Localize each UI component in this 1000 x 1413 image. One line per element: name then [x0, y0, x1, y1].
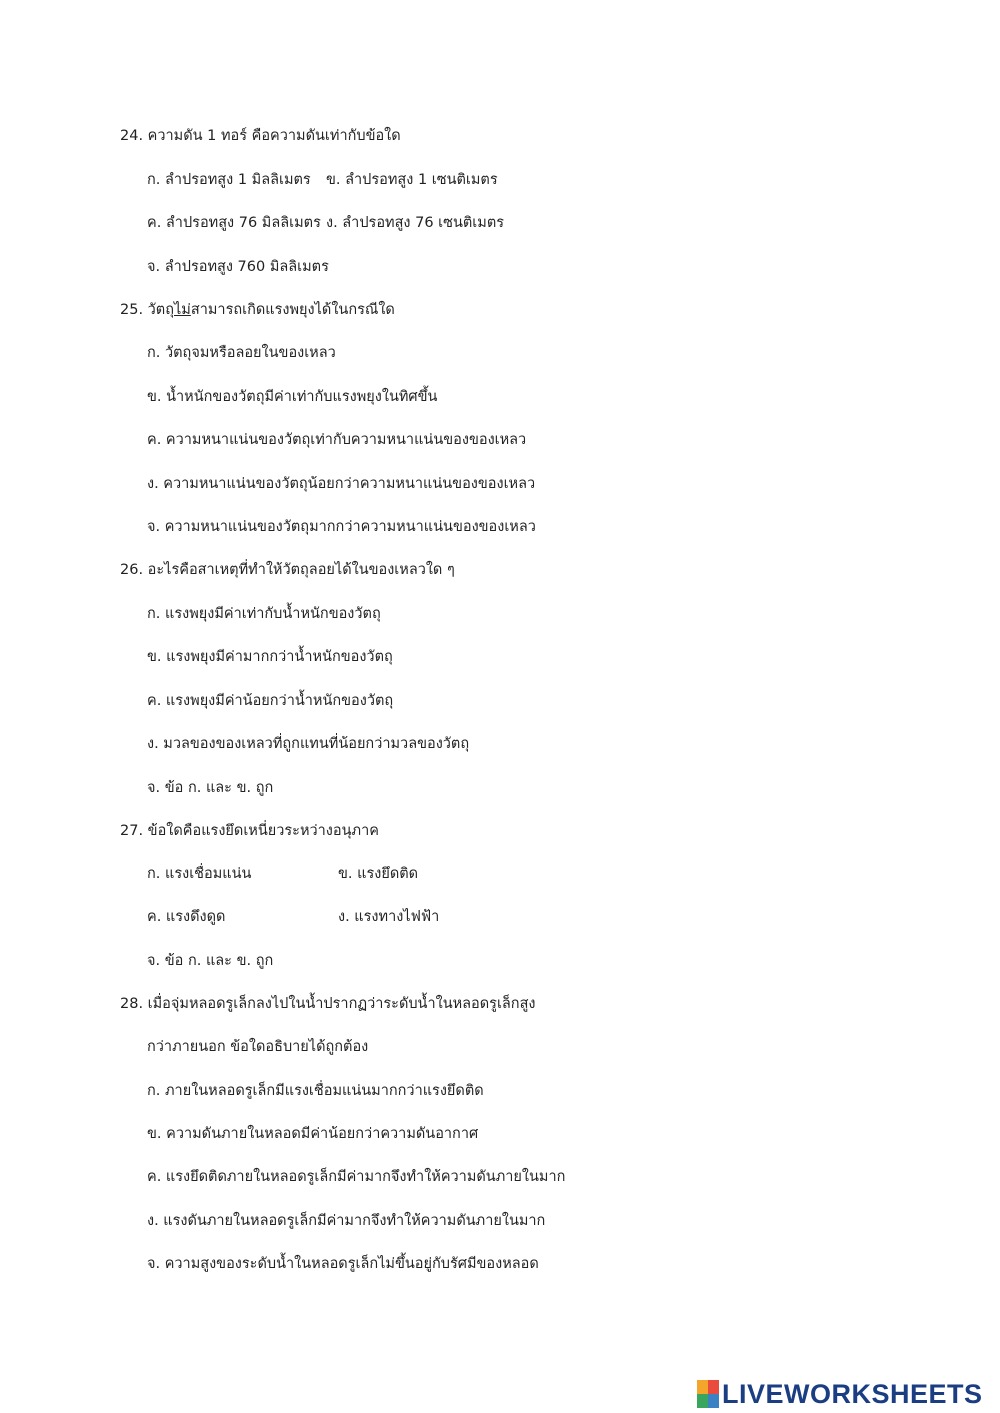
q24-option-c: ค. ลำปรอทสูง 76 มิลลิเมตร	[147, 215, 321, 231]
q27-option-b: ข. แรงยึดติด	[338, 866, 419, 882]
q25-text-post: สามารถเกิดแรงพยุงได้ในกรณีใด	[190, 302, 395, 318]
q24-option-d: ง. ลำปรอทสูง 76 เซนติเมตร	[326, 215, 505, 231]
q26-option-c: ค. แรงพยุงมีค่าน้อยกว่าน้ำหนักของวัตถุ	[147, 693, 394, 709]
logo-tile	[708, 1394, 719, 1408]
question-24: 24. ความดัน 1 ทอร์ คือความดันเท่ากับข้อใด	[120, 128, 401, 144]
q28-option-e: จ. ความสูงของระดับน้ำในหลอดรูเล็กไม่ขึ้นอยู่กับรัศมีของหลอด	[147, 1256, 539, 1272]
liveworksheets-brand	[697, 1379, 983, 1409]
liveworksheets-logo-icon	[697, 1380, 719, 1408]
question-27: 27. ข้อใดคือแรงยึดเหนี่ยวระหว่างอนุภาค	[120, 823, 379, 839]
q27-option-d: ง. แรงทางไฟฟ้า	[338, 909, 440, 925]
q28-option-b: ข. ความดันภายในหลอดมีค่าน้อยกว่าความดันอากาศ	[147, 1126, 479, 1142]
q27-option-a: ก. แรงเชื่อมแน่น	[147, 866, 252, 882]
q26-option-b: ข. แรงพยุงมีค่ามากกว่าน้ำหนักของวัตถุ	[147, 649, 393, 665]
question-25	[120, 300, 395, 320]
question-28-line-1: 28. เมื่อจุ่มหลอดรูเล็กลงไปในน้ำปรากฏว่าระดับน้ำในหลอดรูเล็กสูง	[120, 996, 536, 1012]
q27-option-c: ค. แรงดึงดูด	[147, 909, 226, 925]
q24-option-e: จ. ลำปรอทสูง 760 มิลลิเมตร	[147, 259, 329, 275]
question-28-line-2: กว่าภายนอก ข้อใดอธิบายได้ถูกต้อง	[147, 1039, 369, 1055]
liveworksheets-wordmark: LIVEWORKSHEETS	[722, 1379, 983, 1409]
q25-option-b: ข. น้ำหนักของวัตถุมีค่าเท่ากับแรงพยุงในทิศขึ้น	[147, 389, 438, 405]
q27-option-e: จ. ข้อ ก. และ ข. ถูก	[147, 953, 274, 969]
q25-text-underlined: ไม่	[174, 302, 191, 318]
q25-text-pre: 25. วัตถุ	[120, 302, 175, 318]
q24-option-b: ข. ลำปรอทสูง 1 เซนติเมตร	[326, 172, 498, 188]
q26-option-e: จ. ข้อ ก. และ ข. ถูก	[147, 780, 274, 796]
logo-tile	[697, 1380, 708, 1394]
q25-option-a: ก. วัตถุจมหรือลอยในของเหลว	[147, 345, 336, 361]
q26-option-a: ก. แรงพยุงมีค่าเท่ากับน้ำหนักของวัตถุ	[147, 606, 381, 622]
q28-option-c: ค. แรงยึดติดภายในหลอดรูเล็กมีค่ามากจึงทำให้ความดันภายในมาก	[147, 1169, 566, 1185]
question-26: 26. อะไรคือสาเหตุที่ทำให้วัตถุลอยได้ในของเหลวใด ๆ	[120, 562, 455, 578]
q25-option-d: ง. ความหนาแน่นของวัตถุน้อยกว่าความหนาแน่นของของเหลว	[147, 476, 536, 492]
q28-option-d: ง. แรงดันภายในหลอดรูเล็กมีค่ามากจึงทำให้ความดันภายในมาก	[147, 1213, 546, 1229]
q28-option-a: ก. ภายในหลอดรูเล็กมีแรงเชื่อมแน่นมากกว่าแรงยึดติด	[147, 1083, 484, 1099]
logo-tile	[708, 1380, 719, 1394]
logo-tile	[697, 1394, 708, 1408]
q24-option-a: ก. ลำปรอทสูง 1 มิลลิเมตร	[147, 172, 311, 188]
q25-option-e: จ. ความหนาแน่นของวัตถุมากกว่าความหนาแน่นของของเหลว	[147, 519, 536, 535]
q25-option-c: ค. ความหนาแน่นของวัตถุเท่ากับความหนาแน่นของของเหลว	[147, 432, 527, 448]
q26-option-d: ง. มวลของของเหลวที่ถูกแทนที่น้อยกว่ามวลของวัตถุ	[147, 736, 470, 752]
